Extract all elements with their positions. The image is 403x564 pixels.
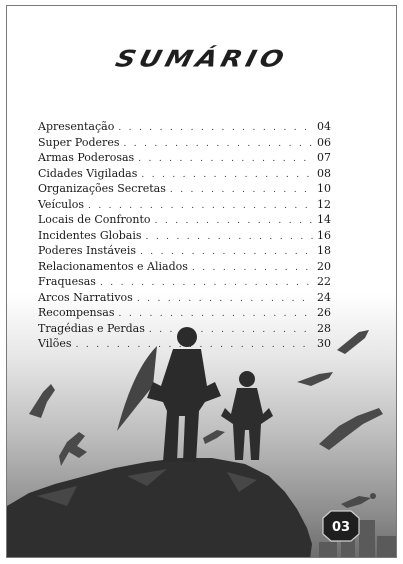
page-number: 03	[331, 520, 351, 535]
page-number-badge	[323, 511, 359, 541]
toc-entry-label: Locais de Confronto	[38, 213, 151, 226]
toc-entry-page: 20	[317, 259, 331, 273]
toc-entry-label: Organizações Secretas	[38, 182, 166, 195]
toc-entry-page: 18	[317, 244, 331, 257]
toc-entry-label: Armas Poderosas	[38, 151, 135, 164]
toc-entry-page: 10	[317, 182, 331, 195]
toc-entry-label: Arcos Narrativos	[38, 290, 133, 304]
toc-entry-label: Cidades Vigiladas	[38, 166, 138, 180]
toc-entry-label: Recompensas	[38, 306, 115, 319]
toc-entry-label: Tragédias e Perdas	[38, 321, 145, 335]
toc-entry-page: 08	[317, 166, 331, 180]
toc-entry-label: Poderes Instáveis	[38, 244, 136, 257]
toc-entry-label: Super Poderes	[38, 135, 120, 149]
toc-entry-page: 28	[317, 321, 331, 335]
toc-entry-page: 16	[317, 228, 331, 242]
document-page	[6, 5, 397, 558]
toc-entry-page: 26	[317, 306, 331, 319]
toc-entry-page: 30	[317, 337, 331, 350]
toc-entry-page: 06	[317, 135, 331, 149]
female-hero-silhouette	[221, 371, 273, 460]
toc-entry-label: Veículos	[38, 197, 84, 211]
toc-entry-label: Apresentação	[38, 120, 115, 133]
toc-entry-label: Vilões	[38, 337, 72, 350]
toc-entry-page: 14	[317, 213, 331, 226]
toc-entry-label: Fraquesas	[38, 275, 96, 288]
toc-entry-label: Relacionamentos e Aliados	[38, 259, 188, 273]
toc-entry-page: 07	[317, 151, 331, 164]
toc-entry-page: 24	[317, 290, 331, 304]
hero-illustration	[7, 6, 397, 558]
toc-entry-page: 12	[317, 197, 331, 211]
toc-entry-label: Incidentes Globais	[38, 228, 142, 242]
toc-entry-page: 22	[317, 275, 331, 288]
toc-entry-page: 04	[317, 120, 331, 133]
page-title: SUMÁRIO	[112, 46, 291, 73]
